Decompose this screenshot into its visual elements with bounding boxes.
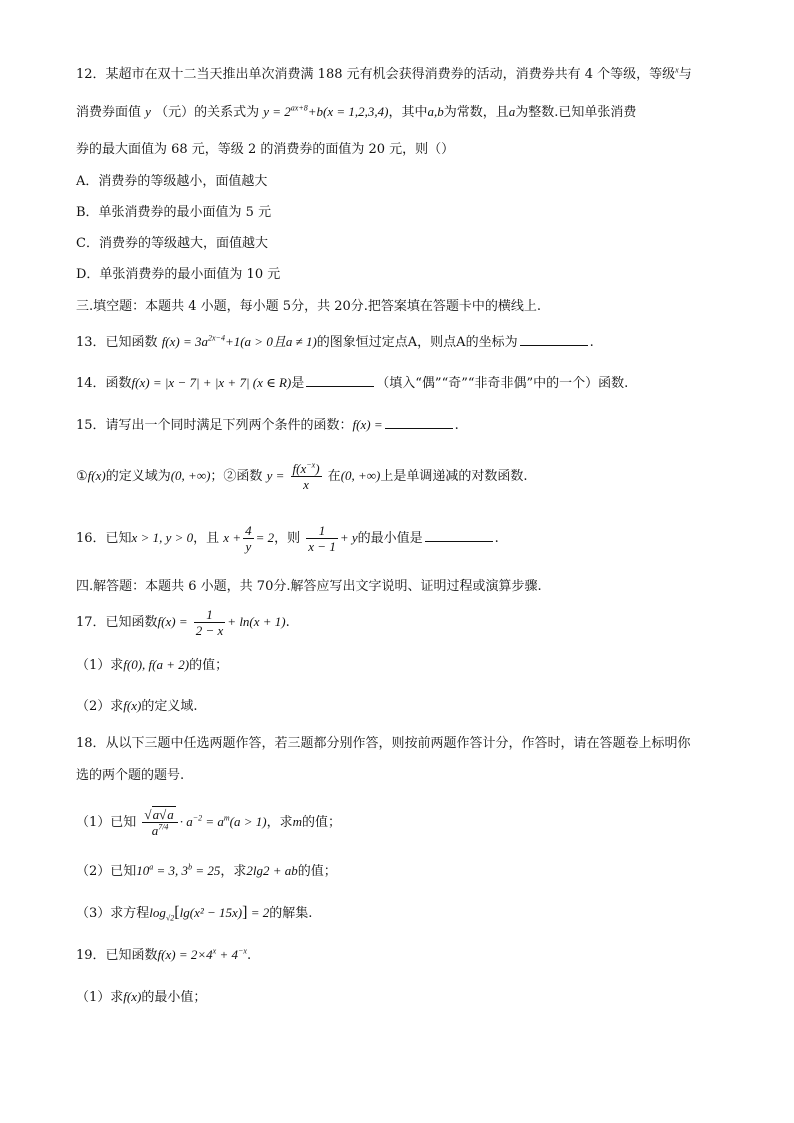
q18-radical-fraction: $\frac{√a√a}{a^{7/4}}$ <box>142 807 177 838</box>
q15-line1: 15．请写出一个同时满足下列两个条件的函数：f(x) = . <box>76 417 459 433</box>
q19: 19．已知函数$f(x) = 2\times 4^x + 4^{-x}$. <box>76 946 252 963</box>
q17-part2: （2）求f(x)的定义域. <box>76 698 198 714</box>
q18-part1: （1）已知 $\frac{√a√a}{a^{7/4}}$ · $a^{-2} = a^m(a > 1)$，求m的值； <box>76 807 342 838</box>
q12-option-d: D．单张消费券的最小面值为 10 元 <box>76 267 281 282</box>
q13: 13．已知函数 $f(x) = 3a^{2x-4}+1(a > 0$且a ≠ 1)的图象恒过定点A，则点A的坐标为 . <box>76 333 594 350</box>
q15-answer-blank[interactable] <box>385 416 453 429</box>
q15-fraction: $\frac{f(x^{-x})}{x}$ <box>292 460 320 492</box>
q17: 17．已知函数f(x) = $\frac{1}{2 - x}$ + ln(x + 1). <box>76 607 290 638</box>
q18-part2: （2）已知10$^a$ = 3, 3$^b$ = 25，求2lg2 + ab的值； <box>76 862 337 879</box>
q13-answer-blank[interactable] <box>520 333 588 346</box>
q12-option-a: A．消费券的等级越小，面值越大 <box>76 174 268 189</box>
section-3-heading: 三.填空题：本题共 4 小题，每小题 5分，共 20分.把答案填在答题卡中的横线上. <box>76 299 542 314</box>
q18-line2: 选的两个题的题号. <box>76 768 185 783</box>
q15-conditions: ①f(x)的定义域为(0, +∞)；②函数 y = $\frac{f(x^{-x})}{x}$ 在(0, +∞)上是单调递减的对数函数. <box>76 460 528 492</box>
q17-part1: （1）求f(0), f(a + 2)的值； <box>76 657 229 673</box>
q12-line1: 12．某超市在双十二当天推出单次消费满 188 元有机会获得消费券的活动，消费券共有 4 个等级，等级$^x$与 <box>76 65 692 82</box>
q16-answer-blank[interactable] <box>425 529 493 542</box>
q18-line1: 18．从以下三题中任选两题作答，若三题都分别作答，则按前两题作答计分，作答时，请在答题卷上标明你 <box>76 736 691 751</box>
q18-part3: （3）求方程$\log_{√2}[\lg(x^2 - 15x)] = 2$的解集. <box>76 904 313 923</box>
q12-option-c: C．消费券的等级越大，面值越大 <box>76 236 268 251</box>
q12-line3: 券的最大面值为 68 元，等级 2 的消费券的面值为 20 元，则（） <box>76 142 455 157</box>
q19-part1: （1）求f(x)的最小值； <box>76 989 207 1005</box>
q16: 16．已知x > 1, y > 0，且 x + $\frac{4}{y}$ = 2，则 $\frac{1}{x - 1}$ + y的最小值是 . <box>76 523 499 554</box>
q14-answer-blank[interactable] <box>306 374 374 387</box>
q14: 14．函数f(x) = |x − 7| + |x + 7| (x ∈ R)是 （填入“偶”“奇”“非奇非偶”中的一个）函数. <box>76 375 629 391</box>
section-4-heading: 四.解答题：本题共 6 小题，共 70分.解答应写出文字说明、证明过程或演算步骤. <box>76 579 542 594</box>
q12-line2: 消费券面值 y （元）的关系式为 $y = 2^{ax+8}+b(x = 1,2,3,4)$，其中a,b为常数，且a为整数.已知单张消费 <box>76 103 637 120</box>
q12-option-b: B．单张消费券的最小面值为 5 元 <box>76 205 272 220</box>
